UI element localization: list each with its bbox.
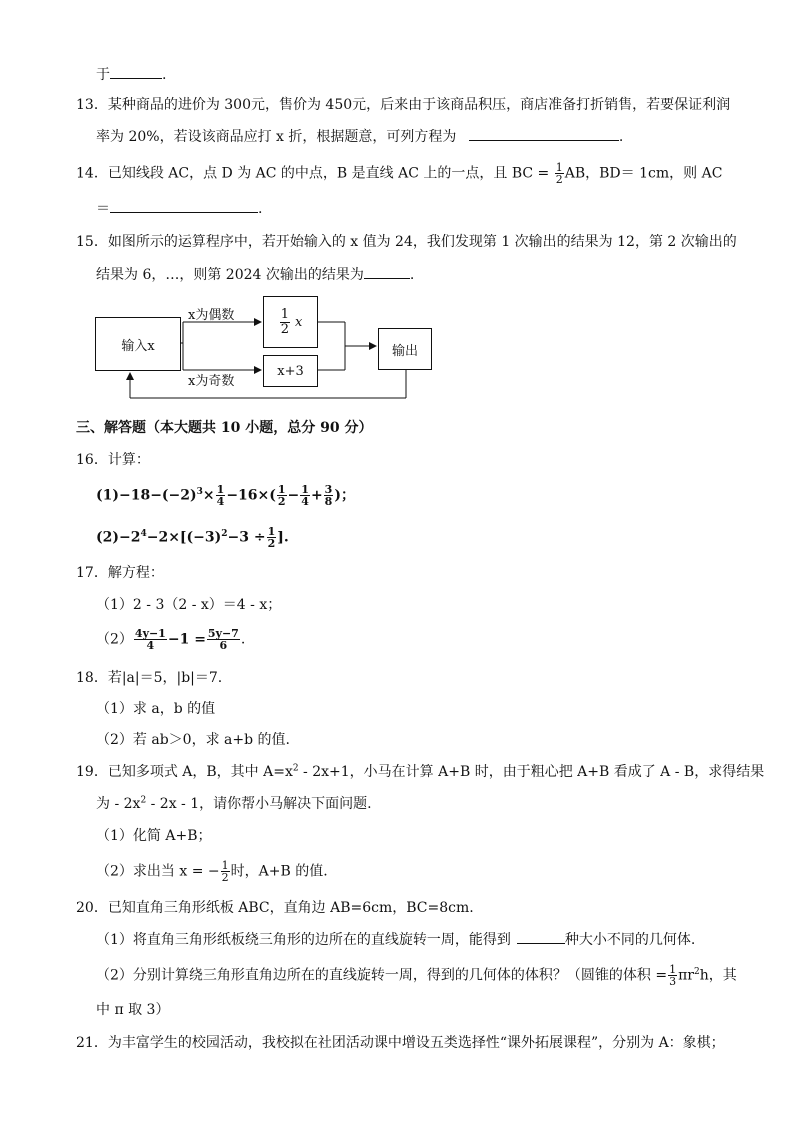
period: .: [409, 267, 415, 283]
q18-part-1: （1）求 a，b 的值: [96, 701, 216, 717]
variable-x: x: [294, 314, 303, 330]
q18-part-2: （2）若 ab＞0，求 a+b 的值.: [96, 732, 290, 748]
question-16: 16．计算：: [76, 452, 150, 468]
output-box: [378, 328, 432, 370]
answer-blank[interactable]: [517, 929, 565, 944]
q20-part-2: （2）分别计算绕三角形直角边所在的直线旋转一周，得到的几何体的体积？（圆锥的体积 = $\frac{1}{3}$ $\pi r^2h$，其: [96, 963, 737, 988]
period: .: [618, 129, 624, 145]
half-x-box: [263, 296, 318, 348]
question-19-line-2: 为 - $2x^2 - 2x - 1$，请你帮小马解决下面问题.: [96, 795, 372, 812]
question-15-line-1: 15．如图所示的运算程序中，若开始输入的 x 值为 24，我们发现第 1 次输出的结果为 12，第 2 次输出的: [76, 234, 737, 250]
input-box: [95, 317, 181, 371]
q15-text: 结果为 6，…，则第 2024 次输出的结果为: [96, 267, 364, 283]
q16-part-1: $(1)-18-(-2)^3\times$ $\frac{1}{4}$ −16×( $\frac{1}{2}$ − $\frac{1}{4}$ + $\frac{3}{8}$ )；: [96, 483, 355, 508]
fraction-half: $\frac{1}{2}$: [221, 859, 229, 884]
plus-three-box: [263, 355, 318, 387]
equals-sign: ＝: [96, 201, 110, 217]
fraction-left: $\frac{4y-1}{4}$: [134, 627, 166, 652]
fraction-half: $\frac{1}{2}$: [277, 483, 286, 508]
fraction-quarter: $\frac{1}{4}$: [301, 483, 309, 508]
q19-part-1: （1）化简 A+B；: [96, 828, 212, 844]
fraction-half: $\frac{1}{2}$: [555, 161, 563, 186]
q12-tail-text: 于: [96, 67, 110, 83]
fraction-third: $\frac{1}{3}$: [669, 963, 677, 988]
fraction-half: $\frac{1}{2}$: [267, 525, 276, 550]
input-label: 输入x: [121, 338, 155, 354]
section-3-heading: 三、解答题（本大题共 10 小题，总分 90 分）: [76, 420, 373, 436]
question-17: 17．解方程：: [76, 565, 164, 581]
output-label: 输出: [391, 343, 418, 359]
question-19-line-1: 19．已知多项式 A，B，其中 $A=x^2 - 2x+1$，小马在计算 A+B 时，由于粗心把 A+B 看成了 A - B，求得结果: [76, 763, 765, 780]
period: .: [258, 201, 263, 217]
q16-part-2: $(2)-2^4-2\times[(-3)^2-3$ ÷ $\frac{1}{2}$ ].: [96, 525, 289, 550]
q13-text: 率为 20%，若设该商品应打 x 折，根据题意，可列方程为: [96, 129, 457, 145]
fraction-half: $\frac{1}{2}$: [280, 306, 289, 337]
even-label: x为偶数: [188, 308, 235, 323]
q17-part-1: （1）2 - 3（2 - x）＝4 - x；: [96, 597, 282, 613]
q14-text-2: AB，BD＝ 1cm，则 AC: [564, 165, 723, 182]
question-20: 20．已知直角三角形纸板 ABC，直角边 AB=6cm，BC=8cm.: [76, 900, 474, 916]
q20-part-1: （1）将直角三角形纸板绕三角形的边所在的直线旋转一周，能得到 种大小不同的几何体.: [96, 929, 695, 950]
odd-label: x为奇数: [188, 374, 235, 389]
question-13-line-1: 13．某种商品的进价为 300元，售价为 450元，后来由于该商品积压，商店准备打折销售，若要保证利润: [76, 97, 731, 113]
fraction-right: $\frac{5y-7}{6}$: [207, 627, 239, 652]
period: .: [162, 67, 167, 83]
plus-three-label: x+3: [277, 363, 304, 379]
q14-text: 14．已知线段 AC，点 D 为 AC 的中点，B 是直线 AC 上的一点，且 BC =: [76, 165, 550, 182]
question-18: 18．若|a|＝5，|b|＝7.: [76, 670, 223, 686]
question-21: 21．为丰富学生的校园活动，我校拟在社团活动课中增设五类选择性“课外拓展课程”，分别为 A：象棋；: [76, 1035, 725, 1051]
fraction-three-eighths: $\frac{3}{8}$: [324, 483, 333, 508]
fraction-quarter: $\frac{1}{4}$: [216, 483, 225, 508]
q19-part-2: （2）求出当 x = − $\frac{1}{2}$ 时，A+B 的值.: [96, 859, 328, 884]
q17-part-2: （2） $\frac{4y-1}{4}$ −1 = $\frac{5y-7}{6}$ .: [96, 627, 246, 652]
q20-part-2-cont: 中 π 取 3）: [96, 1002, 170, 1018]
